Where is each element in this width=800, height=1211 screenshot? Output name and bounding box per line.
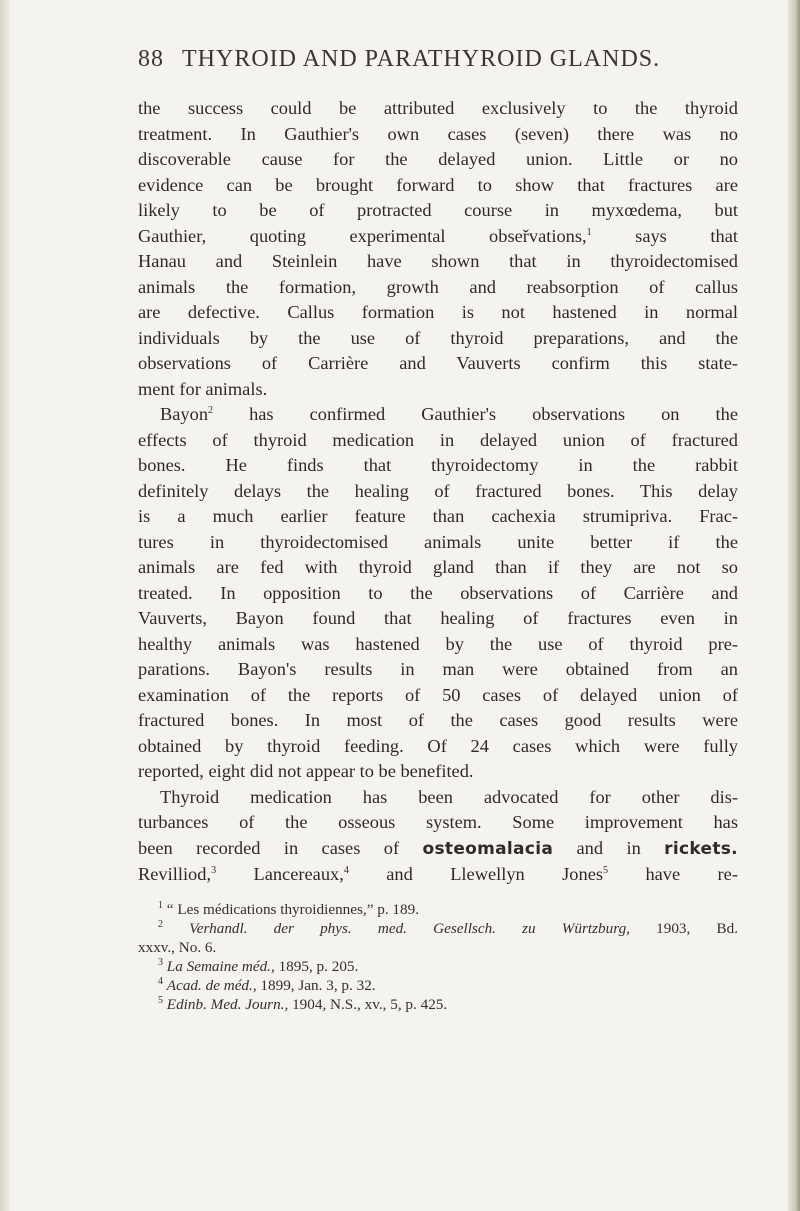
footnote-text: 1895, p. 205. <box>278 957 359 975</box>
text-segment: been recorded in cases of <box>138 837 400 858</box>
text-segment: Bayon <box>160 404 209 424</box>
text-line: Vauverts, Bayon found that healing of fractures even in <box>138 608 738 628</box>
footnote-ref-3: 3 <box>211 864 217 876</box>
text-line <box>138 224 738 250</box>
text-line <box>138 836 738 863</box>
text-line: Thyroid medication has been advocated for other dis- <box>160 786 738 807</box>
footnote-ref-1: 1 <box>586 226 592 238</box>
text-line: individuals by the use of thyroid preparations, and the <box>138 327 738 348</box>
footnote-3 <box>138 957 738 976</box>
text-line: effects of thyroid medication in delayed union of fractured <box>138 429 738 450</box>
text-line: animals are fed with thyroid gland than if they are not so <box>138 557 738 577</box>
footnote-text: “ Les médications thyroidiennes,” p. 189. <box>166 900 420 918</box>
footnote-text: 1904, N.S., xv., 5, p. 425. <box>292 995 448 1013</box>
text-line: Hanau and Steinlein have shown that in thyroidectomised <box>138 251 738 271</box>
text-line: examination of the reports of 50 cases of delayed union of <box>138 684 738 705</box>
running-title: THYROID AND PARATHYROID GLANDS. <box>182 46 661 72</box>
text-line: likely to be of protracted course in myxœdema, but <box>138 200 738 220</box>
footnote-1 <box>138 900 738 919</box>
footnote-text: 1903, Bd. <box>656 919 738 937</box>
text-line: treated. In opposition to the observations of Carrière and <box>138 582 738 603</box>
footnote-ref-5: 5 <box>603 864 609 876</box>
text-segment: Lancereaux, <box>253 864 344 884</box>
footnote-marker: 3 <box>158 956 163 968</box>
text-line: evidence can be brought forward to show that fractures are <box>138 174 738 195</box>
text-line: the success could be attributed exclusively to the thyroid <box>138 98 738 118</box>
footnote-2-continued: xxxv., No. 6. <box>138 938 217 956</box>
text-line: animals the formation, growth and reabsorption of callus <box>138 276 738 297</box>
text-line: reported, eight did not appear to be benefited. <box>138 761 474 781</box>
running-header <box>138 46 738 80</box>
paragraph-2 <box>138 402 738 785</box>
text-line: observations of Carrière and Vauverts confirm this state- <box>138 353 738 373</box>
text-line: discoverable cause for the delayed union. Little or no <box>138 149 738 169</box>
page-edge <box>788 0 800 1211</box>
text-line: is a much earlier feature than cachexia strumipriva. Frac- <box>138 506 738 526</box>
text-line: bones. He finds that thyroidectomy in the rabbit <box>138 455 738 475</box>
text-segment: Gauthier, quoting experimental obseřvations, <box>138 225 587 246</box>
footnote-text: 1899, Jan. 3, p. 32. <box>260 976 376 994</box>
text-segment: has confirmed Gauthier's observations on the <box>249 404 738 424</box>
footnote-marker: 5 <box>158 994 163 1006</box>
footnote-5 <box>138 995 738 1014</box>
footnote-source: La Semaine méd., <box>166 957 275 975</box>
text-segment: Revilliod, <box>138 864 212 884</box>
text-line: are defective. Callus formation is not hastened in normal <box>138 302 738 322</box>
text-segment: and in <box>576 837 641 858</box>
text-line <box>138 862 738 888</box>
text-segment: says that <box>635 225 738 246</box>
paragraph-1 <box>138 96 738 402</box>
text-line: fractured bones. In most of the cases good results were <box>138 710 738 730</box>
book-page <box>138 46 738 1014</box>
footnote-source: Verhandl. der phys. med. Gesellsch. zu Würtzburg, <box>189 919 630 937</box>
footnote-source: Edinb. Med. Journ., <box>166 995 289 1013</box>
paragraph-3 <box>138 785 738 888</box>
text-line: obtained by thyroid feeding. Of 24 cases which were fully <box>138 735 738 756</box>
text-line: parations. Bayon's results in man were obtained from an <box>138 659 738 679</box>
text-segment: have re- <box>645 864 738 884</box>
text-line: tures in thyroidectomised animals unite better if the <box>138 531 738 552</box>
footnote-marker: 2 <box>158 918 163 930</box>
body-text <box>138 96 738 888</box>
book-spine-shadow <box>0 0 10 1211</box>
text-line <box>138 402 738 428</box>
footnote-source: Acad. de méd., <box>166 976 257 994</box>
text-line: ment for animals. <box>138 378 268 399</box>
text-line: turbances of the osseous system. Some improvement has <box>138 812 738 832</box>
text-segment: and Llewellyn Jones <box>386 864 604 884</box>
footnote-marker: 1 <box>158 899 163 911</box>
term-osteomalacia: osteomalacia <box>422 838 554 859</box>
footnote-ref-2: 2 <box>208 404 214 416</box>
footnote-marker: 4 <box>158 975 163 987</box>
footnote-4 <box>138 976 738 995</box>
text-line: healthy animals was hastened by the use of thyroid pre- <box>138 633 738 654</box>
footnotes <box>138 900 738 1014</box>
footnote-ref-4: 4 <box>343 864 349 876</box>
term-rickets: rickets. <box>664 838 738 859</box>
text-line: treatment. In Gauthier's own cases (seven) there was no <box>138 123 738 144</box>
page-number: 88 <box>138 46 164 72</box>
footnote-2 <box>138 919 738 938</box>
text-line: definitely delays the healing of fractured bones. This delay <box>138 480 738 501</box>
